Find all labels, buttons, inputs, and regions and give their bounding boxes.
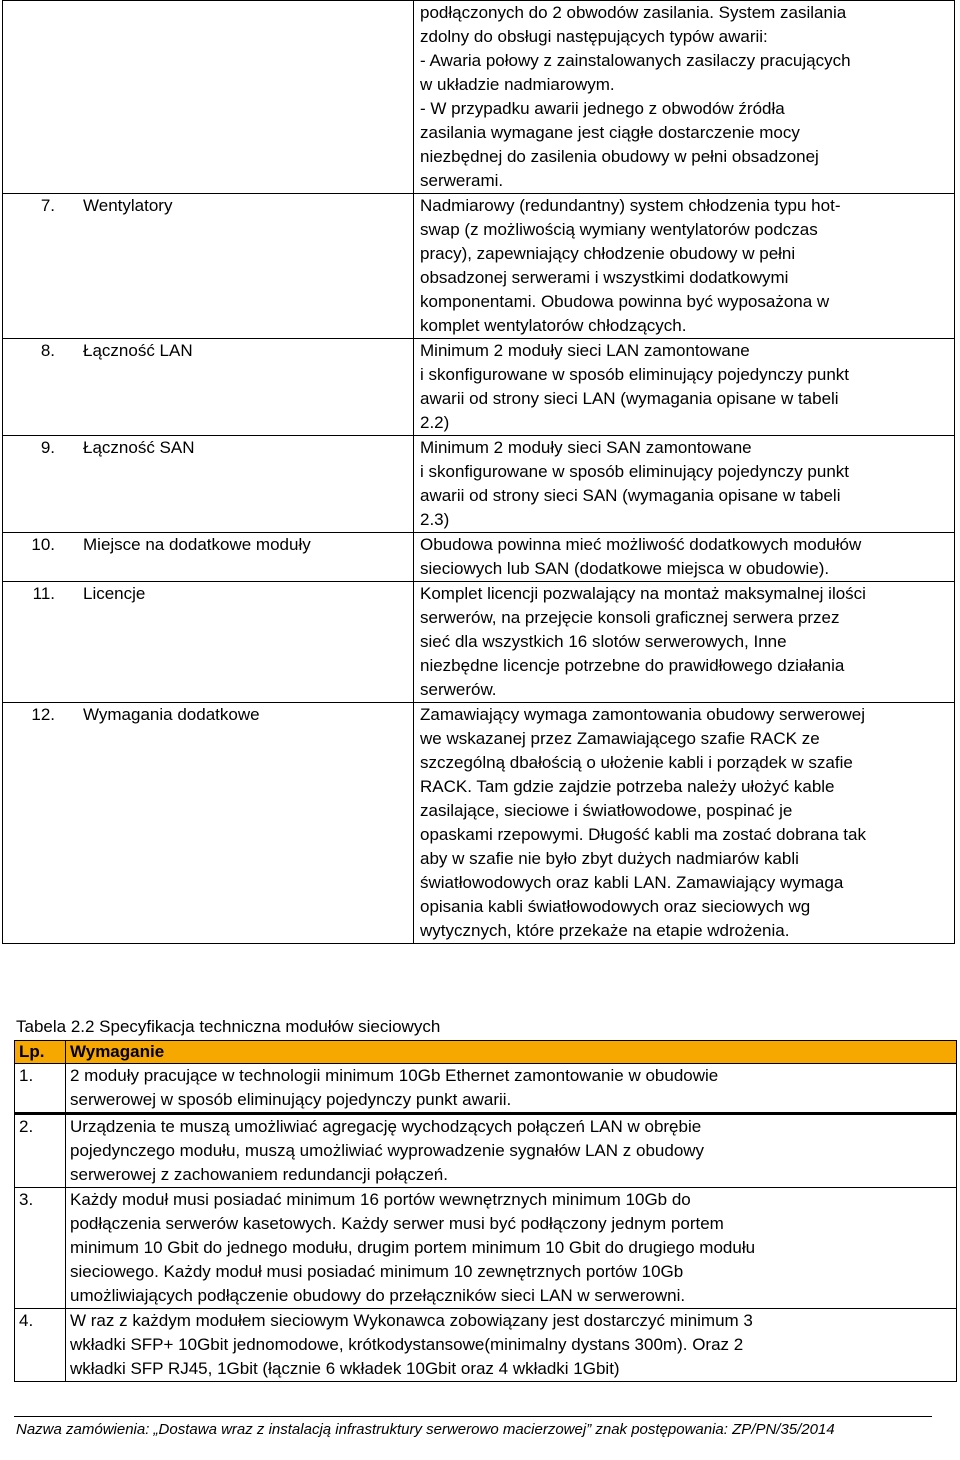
- text-line: W raz z każdym modułem sieciowym Wykonawca zobowiązany jest dostarczyć minimum 3: [70, 1311, 753, 1330]
- row-lp: 4.: [15, 1309, 66, 1382]
- text-line: wkładki SFP RJ45, 1Gbit (łącznie 6 wkładek 10Gbit oraz 4 wkładki 1Gbit): [70, 1359, 620, 1378]
- row-name: [59, 1, 414, 194]
- text-line: Urządzenia te muszą umożliwiać agregację wychodzących połączeń LAN w obrębie: [70, 1117, 702, 1136]
- table-row: [15, 1309, 957, 1382]
- row-number: 8.: [3, 339, 60, 436]
- text-line: opisania kabli światłowodowych oraz sieciowych wg: [420, 897, 811, 916]
- table-row: [15, 1114, 957, 1188]
- text-line: Minimum 2 moduły sieci LAN zamontowane: [420, 341, 750, 360]
- row-description: [414, 703, 955, 944]
- network-modules-table: [14, 1040, 957, 1382]
- text-line: i skonfigurowane w sposób eliminujący pojedynczy punkt: [420, 365, 850, 384]
- text-line: Nadmiarowy (redundantny) system chłodzenia typu hot-: [420, 196, 841, 215]
- text-line: aby w szafie nie było zbyt dużych nadmiarów kabli: [420, 849, 799, 868]
- text-line: serwerów, na przejęcie konsoli graficznej serwera przez: [420, 608, 840, 627]
- row-number: 12.: [3, 703, 60, 944]
- text-line: zasilające, sieciowe i światłowodowe, pospinać je: [420, 801, 793, 820]
- row-number: 11.: [3, 582, 60, 703]
- row-requirement: [66, 1188, 957, 1309]
- text-line: 2 moduły pracujące w technologii minimum 10Gb Ethernet zamontowanie w obudowie: [70, 1066, 719, 1085]
- text-line: obsadzonej serwerami i wszystkimi dodatkowymi: [420, 268, 789, 287]
- text-line: sieciowego. Każdy moduł musi posiadać minimum 10 zewnętrznych portów 10Gb: [70, 1262, 684, 1281]
- text-line: sieciowych lub SAN (dodatkowe miejsca w obudowie).: [420, 559, 830, 578]
- text-line: szczególną dbałością o ułożenie kabli i porządek w szafie: [420, 753, 853, 772]
- row-requirement: [66, 1064, 957, 1114]
- spec-table: [2, 0, 955, 944]
- table-caption: Tabela 2.2 Specyfikacja techniczna modułów sieciowych: [16, 1017, 441, 1036]
- text-line: Minimum 2 moduły sieci SAN zamontowane: [420, 438, 752, 457]
- text-line: - W przypadku awarii jednego z obwodów źródła: [420, 99, 785, 118]
- text-line: komplet wentylatorów chłodzących.: [420, 316, 687, 335]
- row-name: Łączność LAN: [59, 339, 414, 436]
- row-lp: 1.: [15, 1064, 66, 1114]
- text-line: umożliwiających podłączenie obudowy do przełączników sieci LAN w serwerowni.: [70, 1286, 686, 1305]
- row-lp: 3.: [15, 1188, 66, 1309]
- table-row: [3, 582, 955, 703]
- header-lp: Lp.: [15, 1041, 66, 1064]
- row-description: [414, 1, 955, 194]
- text-line: pojedynczego modułu, muszą umożliwiać wyprowadzenie sygnałów LAN z obudowy: [70, 1141, 705, 1160]
- row-requirement: [66, 1309, 957, 1382]
- text-line: światłowodowych oraz kabli LAN. Zamawiający wymaga: [420, 873, 844, 892]
- page-footer: Nazwa zamówienia: „Dostawa wraz z instalacją infrastruktury serwerowo macierzowej” znak postępowania: ZP/PN/35/2014: [16, 1421, 835, 1438]
- table-row: [3, 339, 955, 436]
- text-line: awarii od strony sieci SAN (wymagania opisane w tabeli: [420, 486, 841, 505]
- row-description: [414, 436, 955, 533]
- row-name: Miejsce na dodatkowe moduły: [59, 533, 414, 582]
- text-line: swap (z możliwością wymiany wentylatorów podczas: [420, 220, 818, 239]
- text-line: w układzie nadmiarowym.: [420, 75, 615, 94]
- text-line: sieć dla wszystkich 16 slotów serwerowych, Inne: [420, 632, 787, 651]
- text-line: 2.3): [420, 510, 450, 529]
- text-line: zdolny do obsługi następujących typów awarii:: [420, 27, 768, 46]
- text-line: Każdy moduł musi posiadać minimum 16 portów wewnętrznych minimum 10Gb do: [70, 1190, 691, 1209]
- row-lp: 2.: [15, 1114, 66, 1188]
- footer-divider: [14, 1416, 932, 1417]
- text-line: wkładki SFP+ 10Gbit jednomodowe, krótkodystansowe(minimalny dystans 300m). Oraz 2: [70, 1335, 744, 1354]
- text-line: Komplet licencji pozwalający na montaż maksymalnej ilości: [420, 584, 866, 603]
- text-line: i skonfigurowane w sposób eliminujący pojedynczy punkt: [420, 462, 850, 481]
- text-line: minimum 10 Gbit do jednego modułu, drugim portem minimum 10 Gbit do drugiego modułu: [70, 1238, 756, 1257]
- text-line: podłączonych do 2 obwodów zasilania. System zasilania: [420, 3, 847, 22]
- text-line: niezbędne licencje potrzebne do prawidłowego działania: [420, 656, 845, 675]
- header-requirement: Wymaganie: [66, 1041, 957, 1064]
- table-row: [3, 194, 955, 339]
- text-line: serwerowej w sposób eliminujący pojedynczy punkt awarii.: [70, 1090, 512, 1109]
- row-number: 7.: [3, 194, 60, 339]
- row-number: 10.: [3, 533, 60, 582]
- text-line: podłączenia serwerów kasetowych. Każdy serwer musi być podłączony jednym portem: [70, 1214, 724, 1233]
- text-line: Zamawiający wymaga zamontowania obudowy serwerowej: [420, 705, 866, 724]
- row-name: Wymagania dodatkowe: [59, 703, 414, 944]
- row-description: [414, 194, 955, 339]
- row-requirement: [66, 1114, 957, 1188]
- text-line: - Awaria połowy z zainstalowanych zasilaczy pracujących: [420, 51, 851, 70]
- row-description: [414, 533, 955, 582]
- text-line: RACK. Tam gdzie zajdzie potrzeba należy ułożyć kable: [420, 777, 835, 796]
- text-line: opaskami rzepowymi. Długość kabli ma zostać dobrana tak: [420, 825, 866, 844]
- table-row: [3, 1, 955, 194]
- text-line: niezbędnej do zasilenia obudowy w pełni obsadzonej: [420, 147, 819, 166]
- table-header-row: [15, 1041, 957, 1064]
- text-line: zasilania wymagane jest ciągłe dostarczenie mocy: [420, 123, 800, 142]
- row-description: [414, 339, 955, 436]
- row-number: [3, 1, 60, 194]
- text-line: serwerów.: [420, 680, 497, 699]
- row-name: Łączność SAN: [59, 436, 414, 533]
- text-line: awarii od strony sieci LAN (wymagania opisane w tabeli: [420, 389, 839, 408]
- row-name: Licencje: [59, 582, 414, 703]
- table-row: [3, 533, 955, 582]
- text-line: komponentami. Obudowa powinna być wyposażona w: [420, 292, 830, 311]
- row-number: 9.: [3, 436, 60, 533]
- table-row: [15, 1064, 957, 1114]
- text-line: 2.2): [420, 413, 450, 432]
- text-line: serwerowej z zachowaniem redundancji połączeń.: [70, 1165, 448, 1184]
- text-line: wytycznych, które przekaże na etapie wdrożenia.: [420, 921, 790, 940]
- text-line: we wskazanej przez Zamawiającego szafie RACK ze: [420, 729, 820, 748]
- table-row: [15, 1188, 957, 1309]
- text-line: pracy), zapewniający chłodzenie obudowy w pełni: [420, 244, 796, 263]
- row-description: [414, 582, 955, 703]
- text-line: Obudowa powinna mieć możliwość dodatkowych modułów: [420, 535, 862, 554]
- table-row: [3, 703, 955, 944]
- row-name: Wentylatory: [59, 194, 414, 339]
- text-line: serwerami.: [420, 171, 504, 190]
- table-row: [3, 436, 955, 533]
